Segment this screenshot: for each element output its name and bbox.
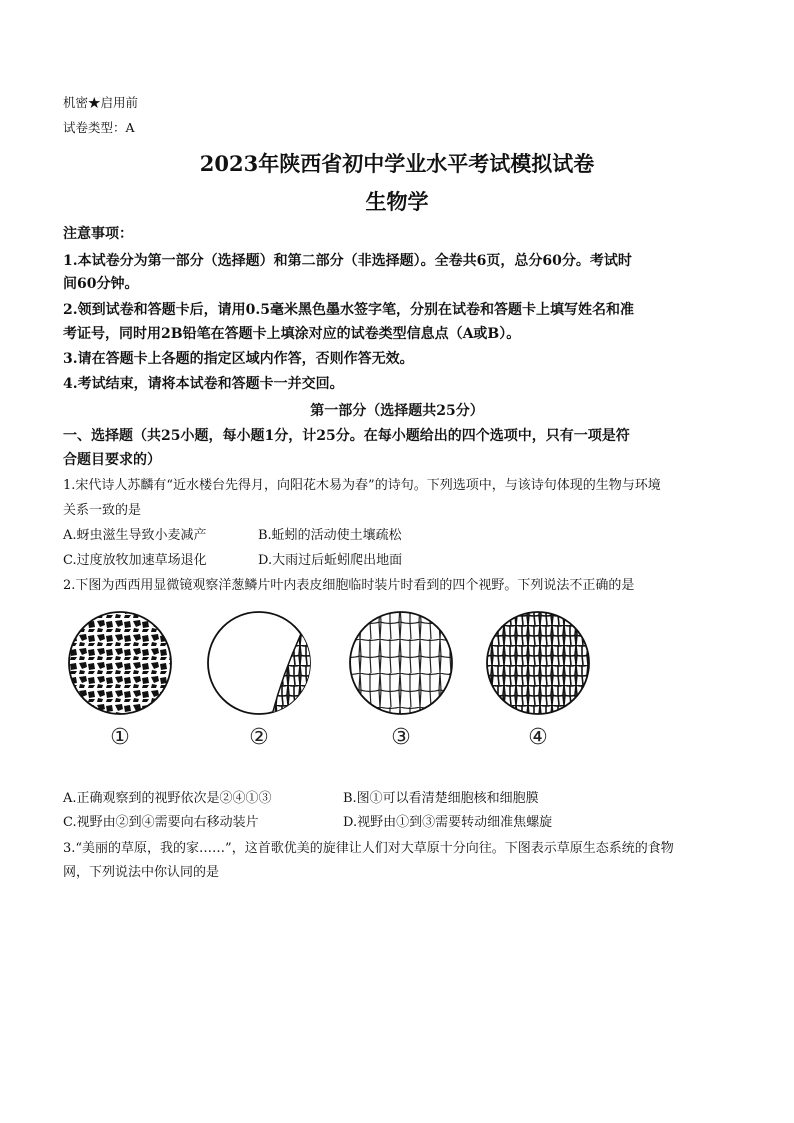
field-label-1: ① (110, 725, 130, 750)
notes-heading: 注意事项： (63, 226, 133, 242)
note-2-line-b: 考证号，同时用2B铅笔在答题卡上填涂对应的试卷类型信息点（A或B）。 (63, 326, 521, 342)
field-2 (208, 612, 320, 715)
microscope-fields-figure (60, 605, 590, 755)
field-3 (345, 605, 460, 725)
part-one-heading: 第一部分（选择题共25分） (310, 403, 484, 419)
q3-stem-line-b: 网，下列说法中你认同的是 (63, 865, 220, 880)
note-1-line-a: 1.本试卷分为第一部分（选择题）和第二部分（非选择题）。全卷共6页，总分60分。考试时 (63, 253, 632, 269)
q1-option-a: A.蚜虫滋生导致小麦减产 (63, 528, 207, 543)
field-label-4: ④ (528, 725, 548, 750)
exam-title: 2023年陕西省初中学业水平考试模拟试卷 (199, 151, 595, 176)
note-3: 3.请在答题卡上各题的指定区域内作答，否则作答无效。 (63, 351, 414, 367)
q1-option-c: C.过度放牧加速草场退化 (63, 553, 207, 568)
q1-stem-line-b: 关系一致的是 (63, 503, 142, 518)
q2-option-d: D.视野由①到③需要转动细准焦螺旋 (343, 815, 553, 830)
q1-stem-line-a: 1.宋代诗人苏麟有“近水楼台先得月，向阳花木易为春”的诗句。下列选项中，与该诗句体现的生物与环境 (63, 478, 661, 493)
section-one-line-b: 合题目要求的） (63, 452, 161, 468)
q3-stem-line-a: 3.“美丽的草原，我的家……”，这首歌优美的旋律让人们对大草原十分向往。下图表示草原生态系统的食物 (63, 841, 674, 856)
note-4: 4.考试结束，请将本试卷和答题卡一并交回。 (63, 376, 344, 392)
subject-title: 生物学 (365, 189, 429, 214)
q1-option-b: B.蚯蚓的活动使土壤疏松 (258, 528, 402, 543)
q2-stem: 2.下图为西西用显微镜观察洋葱鳞片叶内表皮细胞临时装片时看到的四个视野。下列说法不正确的是 (63, 578, 635, 593)
field-1 (60, 605, 190, 725)
note-1-line-b: 间60分钟。 (63, 276, 139, 292)
q1-option-d: D.大雨过后蚯蚓爬出地面 (258, 553, 403, 568)
field-label-3: ③ (391, 725, 411, 750)
paper-type-label: 试卷类型：A (63, 120, 135, 135)
field-4 (480, 605, 590, 725)
field-label-2: ② (249, 725, 269, 750)
section-one-line-a: 一、选择题（共25小题，每小题1分，计25分。在每小题给出的四个选项中，只有一项是符 (63, 428, 630, 444)
q2-option-b: B.图①可以看清楚细胞核和细胞膜 (343, 791, 539, 806)
q2-option-a: A.正确观察到的视野依次是②④①③ (63, 791, 272, 806)
q2-option-c: C.视野由②到④需要向右移动装片 (63, 815, 259, 830)
note-2-line-a: 2.领到试卷和答题卡后，请用0.5毫米黑色墨水签字笔，分别在试卷和答题卡上填写姓名和准 (63, 302, 634, 318)
confidential-label: 机密★启用前 (63, 95, 139, 110)
